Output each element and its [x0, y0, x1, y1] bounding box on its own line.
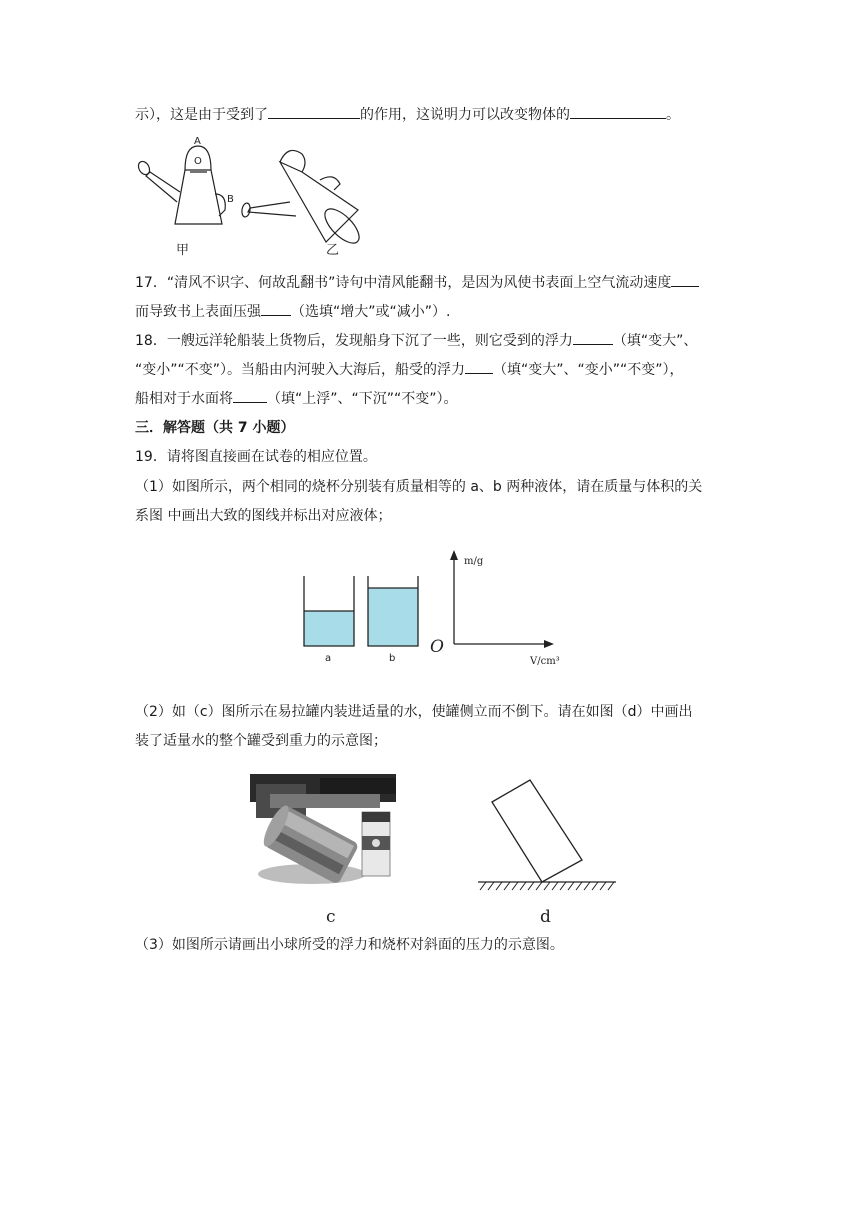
- q18-line-1: [135, 330, 697, 351]
- q17-blank-1[interactable]: [671, 272, 699, 287]
- q17-text-1: 17．“清风不识字、何故乱翻书”诗句中清风能翻书，是因为风使书表面上空气流动速度: [135, 275, 672, 291]
- caption-d: d: [540, 907, 551, 927]
- q18-blank-3[interactable]: [233, 388, 267, 403]
- q16-text-c: 。: [666, 107, 680, 123]
- watering-can-yi: [241, 150, 365, 248]
- q18-line-3: [135, 388, 458, 409]
- label-o: O: [194, 156, 202, 167]
- q16-text-a: 示），这是由于受到了: [135, 107, 268, 123]
- q16-text-line: [135, 104, 680, 125]
- x-axis-label: V/cm³: [530, 656, 560, 667]
- q19-p1-line-2: 系图 中画出大致的图线并标出对应液体；: [135, 508, 392, 524]
- q17-blank-2[interactable]: [261, 301, 291, 316]
- section-3-title: 三．解答题（共 7 小题）: [135, 420, 295, 436]
- q18-blank-2[interactable]: [465, 359, 493, 374]
- q18-text-3a: 船相对于水面将: [135, 391, 233, 407]
- caption-jia: 甲: [176, 243, 190, 258]
- q19-p2-line-2: 装了适量水的整个罐受到重力的示意图；: [135, 733, 387, 749]
- label-a: A: [194, 136, 201, 147]
- q16-text-b: 的作用，这说明力可以改变物体的: [360, 107, 570, 123]
- watering-can-figure: [130, 132, 360, 262]
- q19-p2-line-1: （2）如（c）图所示在易拉罐内装进适量的水，使罐侧立而不倒下。请在如图（d）中画出: [135, 704, 693, 720]
- ground-hatching: [480, 882, 614, 890]
- tilted-block-figure: [472, 772, 620, 928]
- y-axis-label: m/g: [464, 556, 484, 567]
- caption-c-box: [322, 904, 342, 928]
- q18-text-2a: “变小”“不变”）。当船由内河驶入大海后，船受的浮力: [135, 362, 466, 378]
- beaker-a: [304, 576, 354, 646]
- beaker-mass-volume-figure: [290, 548, 580, 672]
- q18-text-1b: （填“变大”、: [612, 333, 698, 349]
- q18-text-1a: 18．一艘远洋轮船装上货物后，发现船身下沉了一些，则它受到的浮力: [135, 333, 573, 349]
- q19-p3-line-1: （3）如图所示请画出小球所受的浮力和烧杯对斜面的压力的示意图。: [135, 937, 564, 953]
- q18-text-3b: （填“上浮”、“下沉”“不变”）。: [267, 391, 458, 407]
- beaker-b: [368, 576, 418, 646]
- caption-c: c: [326, 907, 336, 927]
- q18-blank-1[interactable]: [573, 330, 613, 345]
- tilted-can-photo: [250, 774, 396, 886]
- origin-label: O: [430, 637, 444, 657]
- liquid-a: [304, 611, 354, 646]
- q17-line-1: [135, 272, 699, 293]
- beaker-a-label: a: [325, 653, 332, 664]
- q17-line-2: [135, 301, 450, 322]
- q18-text-2b: （填“变大”、“变小”“不变”），: [493, 362, 684, 378]
- beaker-b-label: b: [389, 653, 396, 664]
- q16-blank-2[interactable]: [570, 104, 666, 119]
- q19-p1-line-1: （1）如图所示，两个相同的烧杯分别装有质量相等的 a、b 两种液体，请在质量与体积的关: [135, 479, 703, 495]
- label-b: B: [227, 194, 234, 205]
- watering-can-jia: [136, 146, 225, 224]
- q19-intro: 19．请将图直接画在试卷的相应位置。: [135, 449, 377, 465]
- caption-yi: 乙: [326, 243, 340, 258]
- q17-text-2a: 而导致书上表面压强: [135, 304, 261, 320]
- q17-text-2b: （选填“增大”或“减小”）.: [291, 304, 451, 320]
- q16-blank-1[interactable]: [268, 104, 360, 119]
- liquid-b: [368, 588, 418, 646]
- tilted-block: [492, 780, 582, 882]
- q18-line-2: [135, 359, 684, 380]
